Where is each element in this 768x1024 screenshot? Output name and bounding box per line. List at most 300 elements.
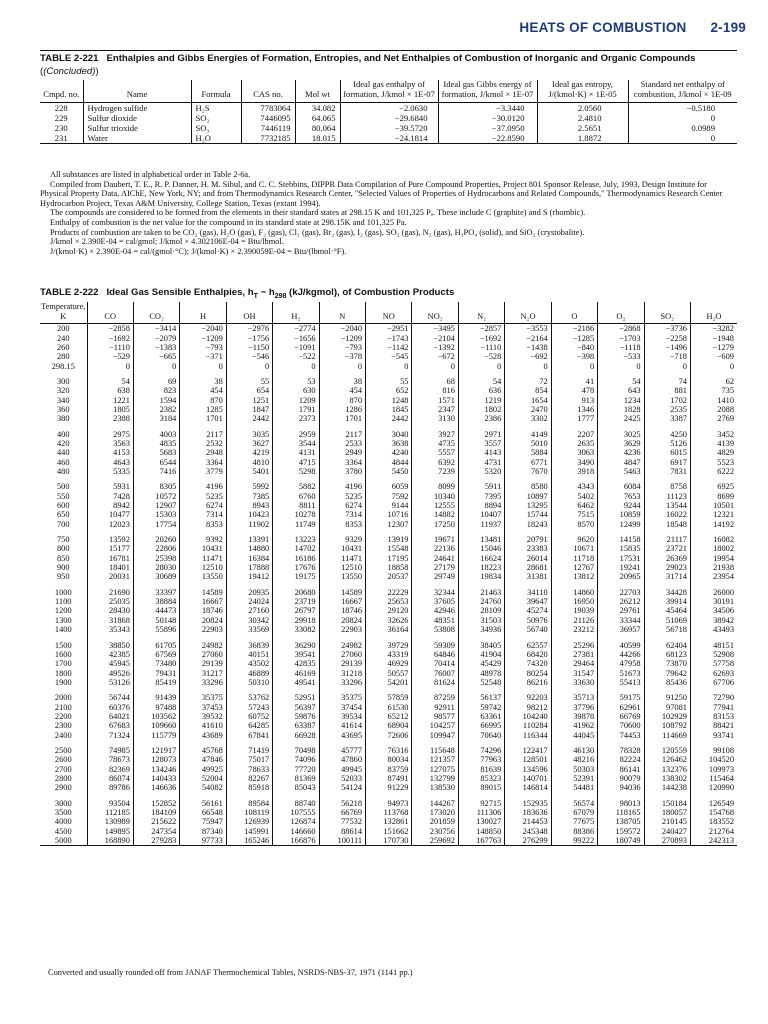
table-cell: 29464 [551, 659, 597, 668]
table-cell: 66769 [319, 808, 365, 817]
table-cell: 3627 [226, 439, 272, 448]
table-cell: 6274 [319, 501, 365, 510]
table-cell: SO₂ [191, 113, 241, 123]
table-cell: 49541 [273, 678, 319, 687]
table-cell: 25653 [366, 597, 412, 606]
table-row [40, 362, 737, 371]
table-cell: 77720 [273, 765, 319, 774]
table-cell: 72 [505, 371, 551, 386]
table-cell: 20260 [133, 529, 179, 544]
table-cell: 27060 [319, 650, 365, 659]
table-cell: 0 [226, 362, 272, 371]
table-cell: 6771 [505, 458, 551, 467]
table-cell: 17676 [273, 563, 319, 572]
table-cell: 1845 [366, 405, 412, 414]
table-cell: 7831 [644, 467, 690, 476]
table-cell: 5402 [551, 492, 597, 501]
table-222-title: Ideal Gas Sensible Enthalpies, h [106, 287, 254, 298]
table-cell: 19671 [412, 529, 458, 544]
col-header: H₂O [690, 302, 737, 324]
table-cell: 230 [54, 122, 68, 133]
table-cell: 22703 [598, 582, 644, 597]
temperature-cell: 600 [56, 501, 70, 511]
table-cell: 638 [87, 386, 133, 395]
table-cell: 0 [598, 362, 644, 371]
table-cell: 93741 [690, 731, 737, 740]
table-cell: 1805 [87, 405, 133, 414]
table-cell: 54201 [366, 678, 412, 687]
table-cell: 98577 [412, 712, 458, 721]
table-cell: 28109 [458, 606, 504, 615]
table-cell: Sulfur dioxide [83, 113, 191, 123]
table-cell: 12023 [87, 520, 133, 529]
table-cell: 39878 [551, 712, 597, 721]
table-cell: 23954 [690, 572, 737, 581]
table-cell: −1110 [458, 343, 504, 352]
table-row [40, 414, 737, 423]
table-cell: 75017 [226, 755, 272, 764]
table-cell: −1091 [273, 343, 319, 352]
table-cell: 39534 [319, 712, 365, 721]
table-cell: 2382 [133, 405, 179, 414]
table-cell: 33569 [226, 625, 272, 634]
table-cell: 138705 [598, 817, 644, 826]
table-cell: 23721 [644, 544, 690, 553]
table-cell: 5298 [273, 467, 319, 476]
table-cell: 6059 [366, 476, 412, 491]
table-cell: 12307 [366, 520, 412, 529]
table-cell: 74 [644, 371, 690, 386]
table-cell: 13481 [458, 529, 504, 544]
table-cell: 21117 [644, 529, 690, 544]
table-cell: 11123 [644, 492, 690, 501]
table-cell: 74320 [505, 659, 551, 668]
table-cell: 85043 [273, 783, 319, 792]
table-cell: 108119 [226, 808, 272, 817]
table-cell: 50303 [551, 765, 597, 774]
table-cell: 81624 [412, 678, 458, 687]
table-cell: 67706 [690, 678, 737, 687]
table-cell: 50557 [366, 669, 412, 678]
table-cell: 10477 [87, 510, 133, 519]
table-cell: 1251 [226, 396, 272, 405]
table-cell: 55413 [598, 678, 644, 687]
table-cell: 28430 [87, 606, 133, 615]
table-cell: 132376 [644, 765, 690, 774]
table-row [40, 703, 737, 712]
table-cell: 50148 [133, 616, 179, 625]
col-header: CO₂ [133, 302, 179, 324]
temperature-cell: 380 [56, 414, 70, 424]
table-cell: 66995 [458, 721, 504, 730]
table-cell: 1702 [644, 396, 690, 405]
table-cell: 62693 [690, 669, 737, 678]
table-cell: 37454 [319, 703, 365, 712]
table-cell: 99222 [551, 836, 597, 846]
table-cell: −3.3440 [438, 102, 537, 113]
table-cell: 36290 [273, 635, 319, 650]
table-cell: −1948 [690, 334, 737, 343]
table-cell: 7783064 [241, 102, 295, 113]
table-row [40, 520, 737, 529]
table-cell: 30342 [226, 616, 272, 625]
table-row [40, 476, 737, 491]
temperature-cell: 1500 [54, 640, 72, 650]
temperature-cell: 2400 [54, 730, 72, 740]
table-cell: 0 [628, 133, 737, 144]
table-cell: −22.8590 [438, 133, 537, 144]
table-cell: 126939 [226, 817, 272, 826]
table-cell: −692 [505, 352, 551, 361]
table-cell: 16950 [551, 597, 597, 606]
table-cell: 132861 [366, 817, 412, 826]
table-cell: 85323 [458, 774, 504, 783]
table-cell: 2088 [690, 405, 737, 414]
table-cell: 2347 [412, 405, 458, 414]
table-cell: 0 [180, 362, 226, 371]
table-cell: 6084 [598, 476, 644, 491]
table-cell: 9329 [319, 529, 365, 544]
table-cell: −1756 [226, 334, 272, 343]
temperature-cell: 260 [56, 342, 70, 352]
table-cell: 3025 [598, 424, 644, 439]
table-cell: 138530 [412, 783, 458, 792]
table-cell: 68 [412, 371, 458, 386]
table-cell: 45945 [87, 659, 133, 668]
table-cell: 56218 [319, 793, 365, 808]
table-cell: −533 [598, 352, 644, 361]
table-cell: 37605 [412, 597, 458, 606]
col-header: N₂O [505, 302, 551, 324]
table-cell: 144238 [644, 783, 690, 792]
table-cell: 74985 [87, 740, 133, 755]
temperature-cell: 500 [56, 482, 70, 492]
table-cell: 7314 [319, 510, 365, 519]
temperature-cell: 1400 [54, 625, 72, 635]
table-cell: 35343 [87, 625, 133, 634]
table-row [40, 765, 737, 774]
table-cell: 128501 [505, 755, 551, 764]
table-cell: −609 [690, 352, 737, 361]
table-cell: 52004 [180, 774, 226, 783]
temperature-cell: 460 [56, 457, 70, 467]
table-cell: 3184 [133, 414, 179, 423]
table-cell: −665 [133, 352, 179, 361]
table-cell: 201859 [412, 817, 458, 826]
table-cell: 113768 [366, 808, 412, 817]
table-cell: 130989 [87, 817, 133, 826]
title-subscript: T [253, 292, 258, 300]
table-cell: 2535 [644, 405, 690, 414]
table-row [40, 817, 737, 826]
col-header: CAS no. [241, 80, 295, 102]
table-cell: 45464 [644, 606, 690, 615]
table-cell: 0 [628, 113, 737, 123]
table-cell: −2976 [226, 324, 272, 334]
table-cell: 167763 [458, 836, 504, 846]
table-cell: 29761 [598, 606, 644, 615]
table-cell: −3736 [644, 324, 690, 334]
table-cell: 652 [366, 386, 412, 395]
table-cell: 26369 [644, 554, 690, 563]
table-cell: 29023 [644, 563, 690, 572]
table-cell: −1392 [412, 343, 458, 352]
table-note: All substances are listed in alphabetical order in Table 2-6a. [50, 170, 251, 179]
table-cell: 22806 [133, 544, 179, 553]
col-header: Name [83, 80, 191, 102]
table-cell: 90079 [598, 774, 644, 783]
table-cell: 240427 [644, 827, 690, 836]
table-cell: 12510 [180, 563, 226, 572]
table-cell: 231 [54, 132, 68, 143]
table-cell: 3780 [319, 467, 365, 476]
table-222-caption [40, 286, 737, 303]
table-cell: −1438 [505, 343, 551, 352]
table-cell: 10572 [133, 492, 179, 501]
table-cell: 279283 [133, 836, 179, 846]
table-cell: 60752 [226, 712, 272, 721]
table-cell: −1285 [551, 334, 597, 343]
table-cell: 49526 [87, 669, 133, 678]
table-cell: 88386 [551, 827, 597, 836]
table-cell: 45777 [319, 740, 365, 755]
table-cell: 7732185 [241, 133, 295, 144]
table-cell: 2532 [180, 439, 226, 448]
table-cell: 56574 [551, 793, 597, 808]
table-cell: 654 [226, 386, 272, 395]
table-cell: 8099 [412, 476, 458, 491]
table-cell: 66769 [598, 712, 644, 721]
table-cell: 49945 [319, 765, 365, 774]
table-cell: 81369 [273, 774, 319, 783]
table-cell: 15046 [458, 544, 504, 553]
table-cell: 89015 [458, 783, 504, 792]
table-cell: 115648 [412, 740, 458, 755]
table-cell: −793 [180, 343, 226, 352]
table-cell: 46889 [226, 669, 272, 678]
table-cell: 44266 [598, 650, 644, 659]
table-221 [40, 80, 737, 144]
table-cell: 55896 [133, 625, 179, 634]
table-cell: 14702 [273, 544, 319, 553]
table-cell: 59876 [273, 712, 319, 721]
table-cell: 21463 [458, 582, 504, 597]
table-cell: 735 [690, 386, 737, 395]
table-cell: 29139 [180, 659, 226, 668]
table-cell: 8353 [180, 520, 226, 529]
table-cell: 27160 [226, 606, 272, 615]
table-cell: −39.5720 [340, 123, 438, 133]
table-cell: 86216 [505, 678, 551, 687]
table-cell: 12907 [133, 501, 179, 510]
table-cell: 134596 [505, 765, 551, 774]
table-cell: 54 [598, 371, 644, 386]
table-cell: 41614 [319, 721, 365, 730]
table-cell: 39541 [273, 650, 319, 659]
table-cell: 121357 [412, 755, 458, 764]
table-cell: 76007 [412, 669, 458, 678]
table-cell: 93504 [87, 793, 133, 808]
table-cell: 0 [644, 362, 690, 371]
table-cell: 15835 [598, 544, 644, 553]
table-cell: 18548 [644, 520, 690, 529]
table-cell: 16781 [87, 554, 133, 563]
table-cell: 16667 [319, 597, 365, 606]
table-cell: 6917 [644, 458, 690, 467]
table-cell: 38405 [458, 635, 504, 650]
table-cell: 1209 [273, 396, 319, 405]
table-221-body [40, 102, 737, 143]
table-cell: 39532 [180, 712, 226, 721]
temperature-cell: 360 [56, 404, 70, 414]
table-221-notes [40, 170, 737, 256]
table-cell: 35713 [551, 687, 597, 702]
table-cell: 10859 [598, 510, 644, 519]
table-cell: −2040 [319, 324, 365, 334]
table-cell: 34506 [690, 606, 737, 615]
table-cell: 10501 [690, 501, 737, 510]
table-cell: 15548 [366, 544, 412, 553]
table-note: J/kmol × 2.390E-04 = cal/gmol; J/kmol × 4.302106E-04 = Btu/lbmol. [50, 237, 284, 247]
table-row [40, 544, 737, 553]
table-cell: −2040 [180, 324, 226, 334]
table-row [40, 572, 737, 581]
table-cell: 24760 [458, 597, 504, 606]
table-cell: Water [83, 133, 191, 144]
table-cell: 2769 [690, 414, 737, 423]
table-cell: 8811 [273, 501, 319, 510]
table-cell: 64.065 [295, 113, 340, 123]
table-cell: 71324 [87, 731, 133, 740]
table-cell: 19412 [226, 572, 272, 581]
table-cell: 31381 [505, 572, 551, 581]
table-cell: 46169 [273, 669, 319, 678]
table-cell: 4250 [644, 424, 690, 439]
table-cell: 0 [366, 362, 412, 371]
table-cell: 18746 [319, 606, 365, 615]
table-cell: 121917 [133, 740, 179, 755]
table-cell: 40151 [226, 650, 272, 659]
table-cell: 22903 [180, 625, 226, 634]
table-cell: 13812 [551, 572, 597, 581]
table-cell: 17754 [133, 520, 179, 529]
table-cell: 44473 [133, 606, 179, 615]
table-cell: −2258 [644, 334, 690, 343]
table-cell: 62 [690, 371, 737, 386]
table-cell: 3927 [412, 424, 458, 439]
table-cell: 215622 [133, 817, 179, 826]
table-cell: 230756 [412, 827, 458, 836]
title-end: (kJ/kgmol), of Combustion Products [286, 287, 455, 298]
table-cell: 12510 [319, 563, 365, 572]
table-cell: 10431 [180, 544, 226, 553]
table-cell: 12555 [412, 501, 458, 510]
temperature-cell: 240 [56, 333, 70, 343]
table-cell: 4196 [319, 476, 365, 491]
table-cell: 21938 [690, 563, 737, 572]
table-cell: 88614 [319, 827, 365, 836]
table-cell: 43502 [226, 659, 272, 668]
table-cell: 5557 [412, 448, 458, 457]
table-cell: 83759 [366, 765, 412, 774]
table-cell: 103562 [133, 712, 179, 721]
table-cell: −24.1814 [340, 133, 438, 144]
table-cell: 64285 [226, 721, 272, 730]
temperature-cell: 5000 [54, 836, 72, 846]
temperature-cell: 1200 [54, 606, 72, 616]
table-cell: 454 [180, 386, 226, 395]
table-cell: 36957 [598, 625, 644, 634]
table-cell: 1286 [319, 405, 365, 414]
table-row [40, 721, 737, 730]
table-cell: 13550 [180, 572, 226, 581]
table-cell: 85918 [226, 783, 272, 792]
table-cell: 34428 [644, 582, 690, 597]
table-cell: 104520 [690, 755, 737, 764]
table-cell: 3364 [180, 458, 226, 467]
temperature-cell: 4500 [54, 826, 72, 836]
table-cell: 115464 [690, 774, 737, 783]
table-cell: 62557 [505, 635, 551, 650]
table-cell: 56740 [505, 625, 551, 634]
table-cell: 5463 [598, 467, 644, 476]
table-cell: 4835 [133, 439, 179, 448]
table-cell: 20935 [226, 582, 272, 597]
table-cell: 16186 [273, 554, 319, 563]
table-cell: 1701 [319, 414, 365, 423]
table-cell: 54082 [180, 783, 226, 792]
table-cell: 56161 [180, 793, 226, 808]
table-row [40, 371, 737, 386]
table-221-header-row [40, 80, 737, 102]
table-cell: 55 [226, 371, 272, 386]
table-cell: 19834 [458, 572, 504, 581]
table-cell: 2117 [319, 424, 365, 439]
table-cell: −1692 [87, 334, 133, 343]
header-rule [40, 50, 737, 51]
table-cell: 89584 [226, 793, 272, 808]
table-cell: 5911 [458, 476, 504, 491]
table-cell: 17250 [412, 520, 458, 529]
table-cell: −3414 [133, 324, 179, 334]
table-cell: 19039 [551, 606, 597, 615]
table-cell: 66548 [180, 808, 226, 817]
table-note: Compiled from Daubert, T. E., R. P. Danner, H. M. Sibul, and C. C. Stebbins, DIPPR Data Compilation of Pure Compound Properties, Project 801 Sponsor Release, July, 1993, Design Institute for Physical Property Data, AIChE, New York, NY; and from Thermodynamics Research Center, "Selected Values of Properties of Hydrocarbons and Related Compounds," Thermodynamics Research Center Hydrocarbon Project, Texas A&M University, College Station, Texas (extant 1994). [40, 179, 723, 208]
table-cell: −3495 [412, 324, 458, 334]
table-cell: 140433 [133, 774, 179, 783]
table-note: Enthalpy of combustion is the net value for the compound in its standard state at 298.15K and 101,325 Pa. [50, 217, 407, 227]
table-cell: Sulfur trioxide [83, 123, 191, 133]
table-cell: 111306 [458, 808, 504, 817]
table-cell: 73480 [133, 659, 179, 668]
table-cell: 22136 [412, 544, 458, 553]
table-cell: 165246 [226, 836, 272, 846]
table-cell: 25035 [87, 597, 133, 606]
table-cell: 13391 [226, 529, 272, 544]
table-cell: 46130 [551, 740, 597, 755]
table-cell: 228 [54, 102, 68, 113]
table-cell: 152935 [505, 793, 551, 808]
table-cell: 3035 [226, 424, 272, 439]
table-cell: 18223 [458, 563, 504, 572]
table-cell: 3918 [551, 467, 597, 476]
table-cell: −1110 [87, 343, 133, 352]
table-cell: 12499 [598, 520, 644, 529]
table-row [40, 625, 737, 634]
table-cell: 29120 [366, 606, 412, 615]
table-cell: 7428 [87, 492, 133, 501]
col-header: Formula [191, 80, 241, 102]
